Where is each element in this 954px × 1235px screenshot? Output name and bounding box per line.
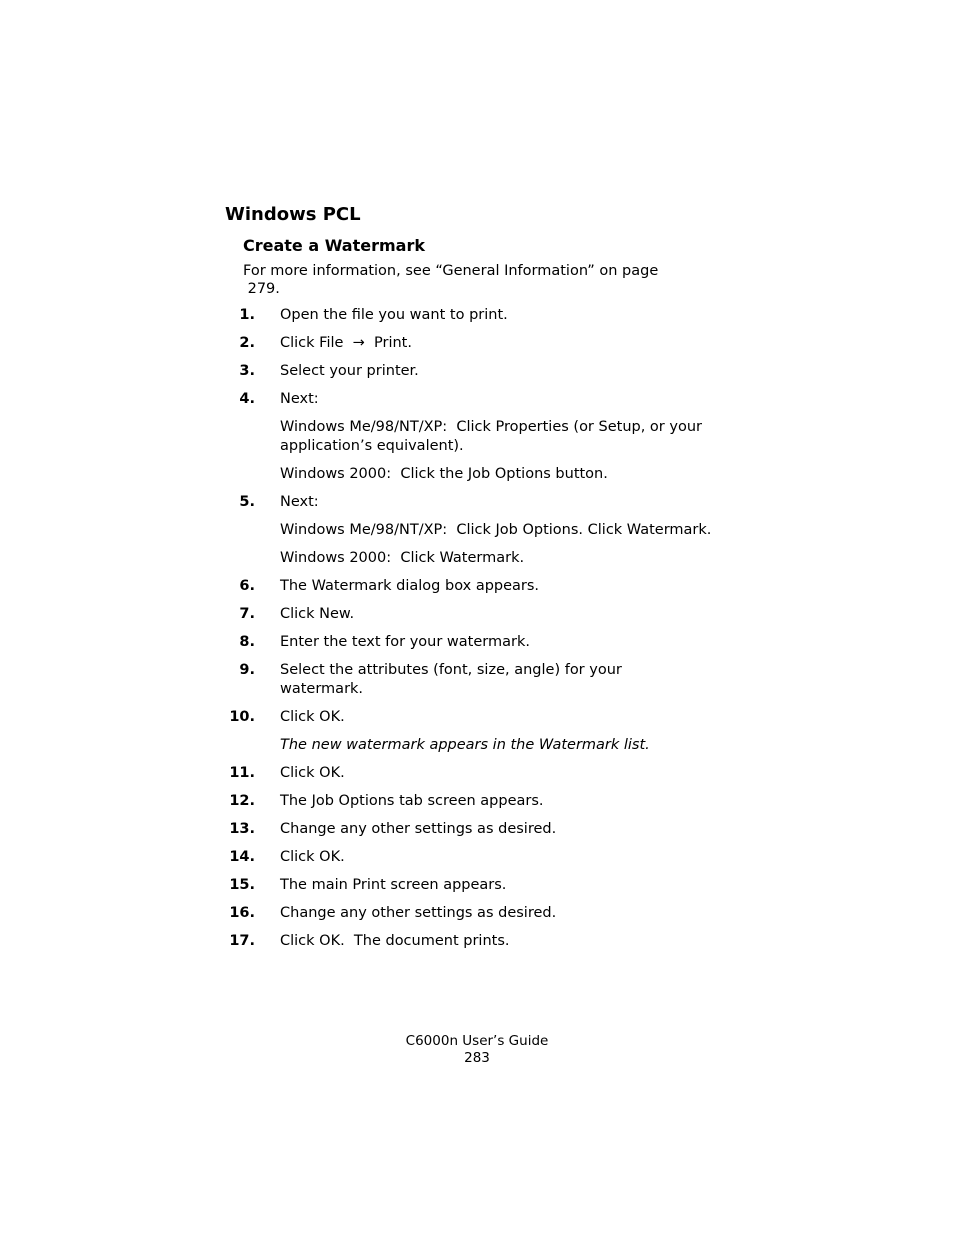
step-15: [0, 876, 954, 895]
step-text: Click OK.: [280, 709, 345, 725]
step-text: Click New.: [280, 606, 355, 622]
step-number: 15.: [229, 877, 255, 893]
step-10: [0, 708, 954, 755]
step-number: 9.: [239, 662, 255, 678]
step-text: Next:: [280, 391, 319, 407]
step-result-note: The new watermark appears in the Watermark list.: [280, 737, 650, 753]
step-text: Next:: [280, 494, 319, 510]
step-17: [0, 932, 954, 951]
step-12: [0, 792, 954, 811]
step-text: Select the attributes (font, size, angle) for your watermark.: [280, 662, 622, 697]
step-text: Open the file you want to print.: [280, 307, 508, 323]
step-text: The Job Options tab screen appears.: [280, 793, 544, 809]
step-number: 13.: [229, 821, 255, 837]
step-number: 3.: [239, 363, 255, 379]
page-footer: [0, 1033, 954, 1067]
step-text: Change any other settings as desired.: [280, 905, 557, 921]
steps-list: [0, 306, 954, 960]
step-number: 11.: [229, 765, 255, 781]
step-text: Click File → Print.: [280, 335, 412, 351]
step-3: [0, 362, 954, 381]
step-number: 1.: [239, 307, 255, 323]
step-text: Select your printer.: [280, 363, 419, 379]
step-text: Click OK. The document prints.: [280, 933, 510, 949]
subsection-title: Create a Watermark: [243, 236, 425, 255]
step-number: 8.: [239, 634, 255, 650]
step-13: [0, 820, 954, 839]
intro-line-2: 279.: [243, 281, 280, 297]
step-number: 7.: [239, 606, 255, 622]
step-subpara: Windows 2000: Click Watermark.: [280, 550, 525, 566]
step-text: Click OK.: [280, 849, 345, 865]
step-2: [0, 334, 954, 353]
step-number: 17.: [229, 933, 255, 949]
step-8: [0, 633, 954, 652]
step-number: 2.: [239, 335, 255, 351]
step-number: 6.: [239, 578, 255, 594]
step-subpara: Windows 2000: Click the Job Options button.: [280, 466, 608, 482]
footer-page-number: 283: [464, 1050, 490, 1066]
intro-paragraph: [243, 262, 713, 298]
step-number: 12.: [229, 793, 255, 809]
step-text: Change any other settings as desired.: [280, 821, 557, 837]
step-9: [0, 661, 954, 699]
step-subpara: Windows Me/98/NT/XP: Click Properties (or Setup, or your application’s equivalent).: [280, 419, 707, 454]
step-11: [0, 764, 954, 783]
step-subpara: Windows Me/98/NT/XP: Click Job Options. Click Watermark.: [280, 522, 712, 538]
step-6: [0, 577, 954, 596]
step-number: 5.: [239, 494, 255, 510]
step-text: Enter the text for your watermark.: [280, 634, 530, 650]
step-text: The main Print screen appears.: [280, 877, 507, 893]
step-5: [0, 493, 954, 568]
step-text: The Watermark dialog box appears.: [280, 578, 540, 594]
step-4: [0, 390, 954, 484]
step-number: 14.: [229, 849, 255, 865]
step-7: [0, 605, 954, 624]
footer-guide-title: C6000n User’s Guide: [405, 1033, 549, 1049]
step-14: [0, 848, 954, 867]
step-text: Click OK.: [280, 765, 345, 781]
step-1: [0, 306, 954, 325]
step-16: [0, 904, 954, 923]
section-title: Windows PCL: [225, 204, 361, 225]
step-number: 16.: [229, 905, 255, 921]
intro-line-1: For more information, see “General Information” on page: [243, 263, 659, 279]
step-number: 10.: [229, 709, 255, 725]
step-number: 4.: [239, 391, 255, 407]
